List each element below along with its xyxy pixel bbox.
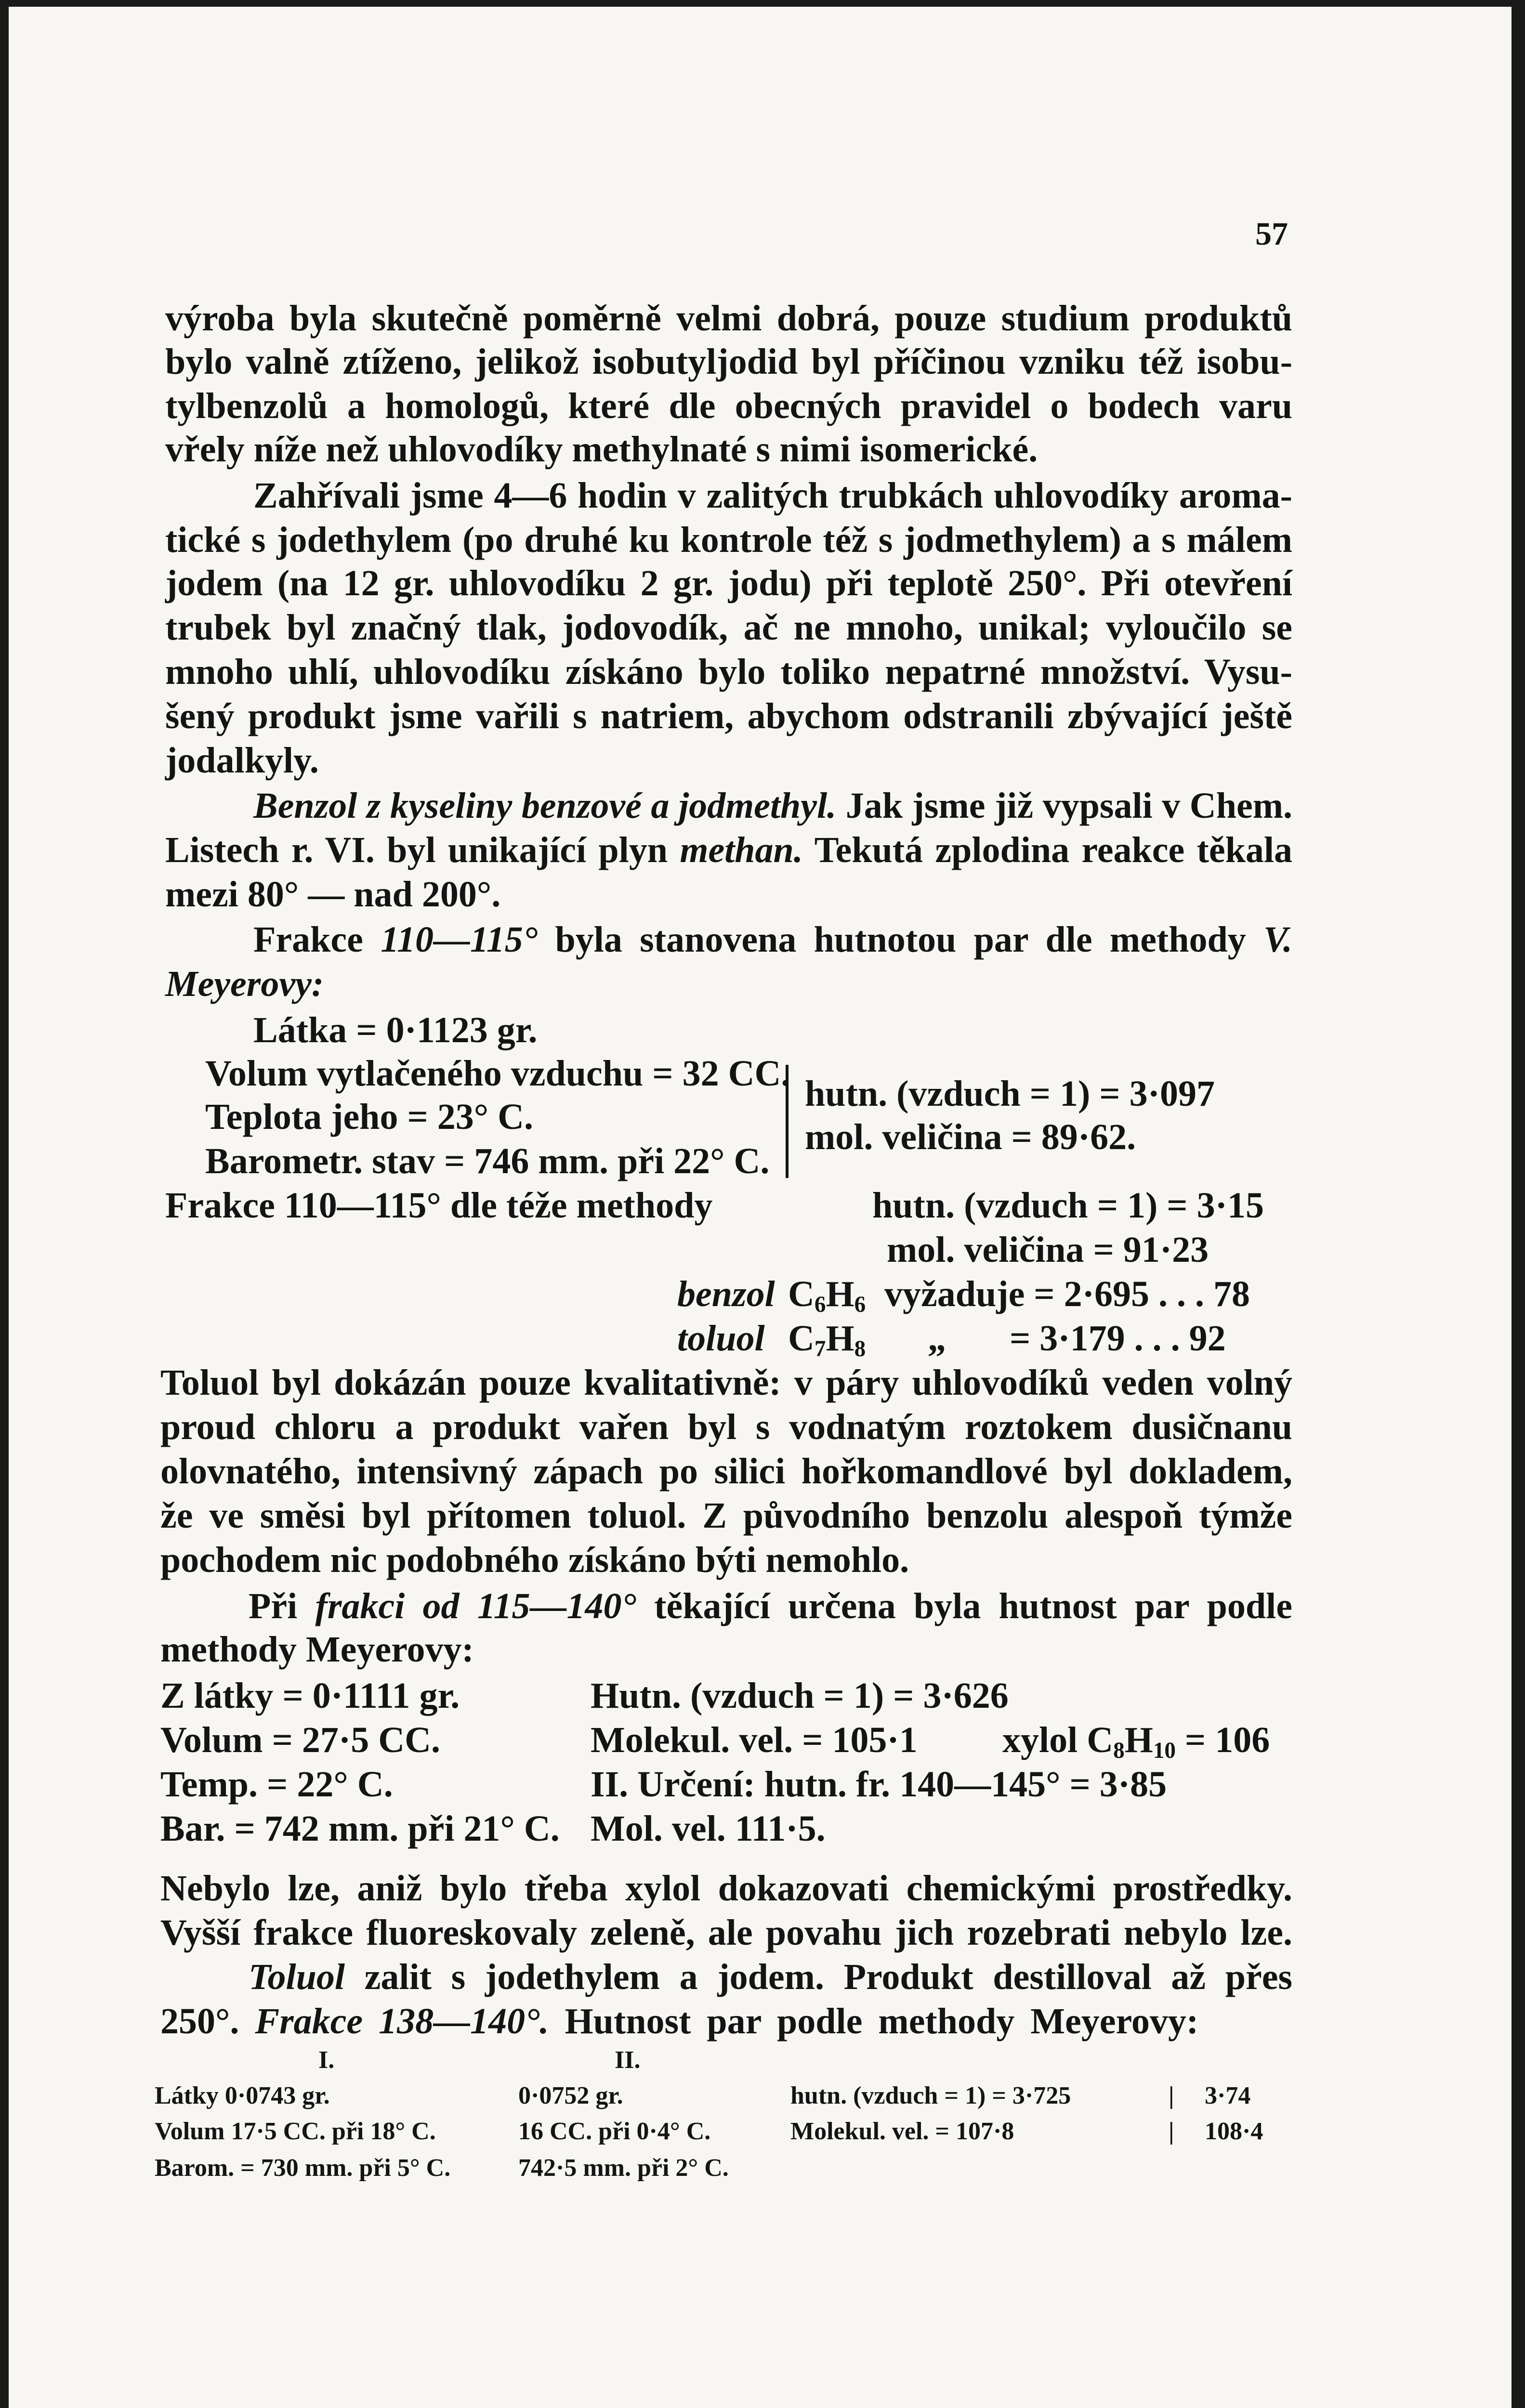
measure-value: Frakce 110—115° dle téže methody: [165, 1185, 713, 1226]
result-value: mol. veličina = 89·62.: [805, 1117, 1136, 1157]
italic-heading: Benzol z kyseliny benzové a jodmethyl.: [253, 785, 837, 826]
text-line: Listech r. VI. byl unikající plyn methan. Tekutá zplodina reakce těkala: [165, 830, 1292, 870]
result-value: mol. veličina = 91·23: [887, 1230, 1209, 1270]
measure-value: Volum = 27·5 CC.: [160, 1720, 441, 1760]
measure-value: Látka = 0·1123 gr.: [253, 1010, 538, 1050]
text-line: pochodem nic podobného získáno býti nemohlo.: [160, 1540, 909, 1580]
table-cell: 16 CC. při 0·4° C.: [518, 2118, 711, 2145]
result-value: hutn. (vzduch = 1) = 3·15: [872, 1185, 1264, 1226]
ditto-mark: „: [928, 1318, 946, 1359]
table-cell: Látky 0·0743 gr.: [155, 2082, 330, 2109]
column-header: I.: [318, 2046, 335, 2074]
text-line: Benzol z kyseliny benzové a jodmethyl. Jak jsme již vypsali v Chem.: [253, 785, 1293, 826]
page-content: [10, 8, 1508, 2408]
formula: $C_6H_6$: [788, 1274, 866, 1317]
column-header: II.: [615, 2046, 641, 2074]
result-value: Molekul. vel. = 105·1: [591, 1720, 918, 1760]
page: [9, 7, 1512, 2408]
text-line: mnoho uhlí, uhlovodíku získáno bylo toliko nepatrné množství. Vysu-: [165, 652, 1292, 692]
result-value: II. Určení: hutn. fr. 140—145° = 3·85: [591, 1764, 1167, 1805]
table-cell: 108·4: [1205, 2118, 1263, 2145]
text-line: tické s jodethylem (po druhé ku kontrole též s jodmethylem) a s málem: [165, 520, 1292, 560]
text-line: Toluol byl dokázán pouze kvalitativně: v páry uhlovodíků veden volný: [160, 1362, 1292, 1403]
table-separator: |: [1169, 2082, 1174, 2109]
text-line: methody Meyerovy:: [160, 1629, 474, 1670]
text-line: vřely níže než uhlovodíky methylnaté s nimi isomerické.: [165, 429, 1038, 470]
text-line: Meyerovy:: [165, 964, 324, 1004]
table-cell: Volum 17·5 CC. při 18° C.: [155, 2118, 436, 2145]
table-cell: Molekul. vel. = 107·8: [790, 2118, 1014, 2145]
text-line: jodalkyly.: [165, 740, 319, 781]
text-line: tylbenzolů a homologů, které dle obecných pravidel o bodech varu: [165, 386, 1292, 426]
text-line: olovnatého, intensivný zápach po silici hořkomandlové byl dokladem,: [160, 1451, 1292, 1492]
text-line: že ve směsi byl přítomen toluol. Z původního benzolu alespoň týmže: [160, 1495, 1292, 1536]
formula: $C_7H_8$: [788, 1318, 866, 1361]
table-cell: Barom. = 730 mm. při 5° C.: [155, 2154, 451, 2182]
text-line: bylo valně ztíženo, jelikož isobutyljodid byl příčinou vzniku též isobu-: [165, 341, 1292, 382]
text-line: proud chloru a produkt vařen byl s vodnatým roztokem dusičnanu: [160, 1407, 1292, 1447]
measure-value: Bar. = 742 mm. při 21° C.: [160, 1808, 560, 1849]
text-line: Vyšší frakce fluoreskovaly zeleně, ale povahu jich rozebrati nebylo lze.: [160, 1912, 1292, 1953]
table-cell: 742·5 mm. při 2° C.: [518, 2154, 729, 2182]
table-cell: 0·0752 gr.: [518, 2082, 623, 2109]
text-line: trubek byl značný tlak, jodovodík, ač ne mnoho, unikal; vyloučilo se: [165, 607, 1292, 648]
result-value: hutn. (vzduch = 1) = 3·097: [805, 1073, 1215, 1114]
text-line: Toluol zalit s jodethylem a jodem. Produkt destilloval až přes: [249, 1957, 1292, 1997]
measure-value: Temp. = 22° C.: [160, 1764, 393, 1805]
table-separator: |: [1169, 2118, 1174, 2145]
measure-value: Volum vytlačeného vzduchu = 32 CC.: [205, 1053, 790, 1094]
text-line: výroba byla skutečně poměrně velmi dobrá, pouze studium produktů: [165, 298, 1292, 339]
text-line: Nebylo lze, aniž bylo třeba xylol dokazovati chemickými prostředky.: [160, 1868, 1292, 1909]
text-line: šený produkt jsme vařili s natriem, abychom odstranili zbývající ještě: [165, 696, 1292, 736]
formula-value: vyžaduje = 2·695 . . . 78: [884, 1274, 1250, 1314]
text-line: 250°. Frakce 138—140°. Hutnost par podle methody Meyerovy:: [160, 2001, 1199, 2042]
text-line: Při frakci od 115—140° těkající určena byla hutnost par podle: [249, 1586, 1293, 1626]
table-cell: hutn. (vzduch = 1) = 3·725: [790, 2082, 1071, 2109]
formula-value: = 3·179 . . . 92: [1010, 1318, 1226, 1359]
measure-value: Z látky = 0·1111 gr.: [160, 1675, 460, 1716]
page-number: 57: [1255, 215, 1288, 252]
formula-name: toluol: [677, 1318, 765, 1359]
result-value: Mol. vel. 111·5.: [591, 1808, 826, 1849]
measure-value: Barometr. stav = 746 mm. při 22° C.: [205, 1141, 770, 1181]
result-value: Hutn. (vzduch = 1) = 3·626: [591, 1675, 1009, 1716]
brace: [786, 1065, 789, 1178]
table-cell: 3·74: [1205, 2082, 1251, 2109]
text-line: Zahřívali jsme 4—6 hodin v zalitých trubkách uhlovodíky aroma-: [253, 475, 1292, 516]
text-line: jodem (na 12 gr. uhlovodíku 2 gr. jodu) při teplotě 250°. Při otevření: [165, 563, 1292, 603]
formula-value: xylol $C_8H_{10} = 106$: [1002, 1720, 1270, 1763]
text-line: Frakce 110—115° byla stanovena hutnotou par dle methody V.: [253, 919, 1293, 960]
text-line: mezi 80° — nad 200°.: [165, 874, 501, 915]
measure-value: Teplota jeho = 23° C.: [205, 1097, 534, 1137]
formula-name: benzol: [677, 1274, 775, 1314]
